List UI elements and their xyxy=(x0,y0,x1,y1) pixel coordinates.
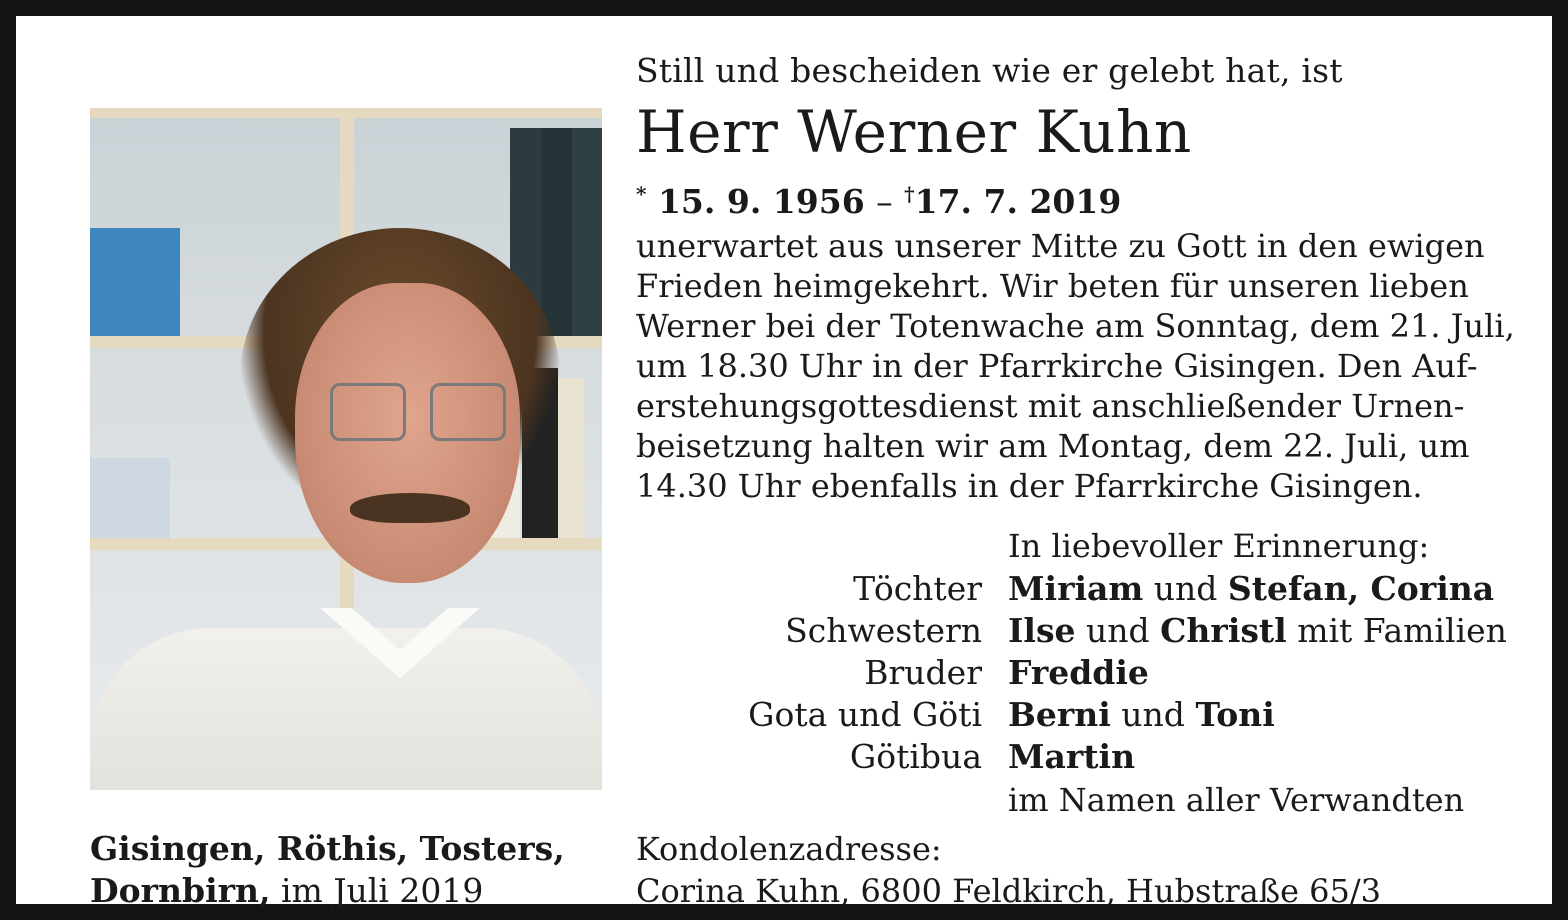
relative-row xyxy=(616,652,1566,694)
shirt xyxy=(90,628,602,790)
relative-names xyxy=(1008,568,1494,610)
relative-row xyxy=(616,610,1566,652)
relation-label: Götibua xyxy=(849,737,982,776)
condolence-address: Corina Kuhn, 6800 Feldkirch, Hubstraße 65/3 xyxy=(636,872,1382,910)
binder xyxy=(90,228,180,336)
conjunction: und xyxy=(1110,695,1196,734)
notice-body: unerwartet aus unserer Mitte zu Gott in den ewigen Frieden heimgekehrt. Wir beten für unseren lieben Werner bei der Totenwache am Sonntag, dem 21. Juli, um 18.30 Uhr in der Pfarrkirche Gisingen. Den Auf- erstehungsgottesdienst mit anschließender Urnen- beisetzung halten wir am Montag, dem 22. Juli, um 14.30 Uhr ebenfalls in der Pfarrkirche Gisingen. xyxy=(636,227,1515,505)
life-dates xyxy=(636,172,1121,224)
mustache xyxy=(350,493,470,523)
closing-line: im Namen aller Verwandten xyxy=(1008,781,1465,819)
condolence-label: Kondolenzadresse: xyxy=(636,830,942,868)
relative-names xyxy=(1008,694,1275,736)
relative-names xyxy=(1008,610,1507,652)
relative-name: Toni xyxy=(1195,695,1275,734)
relative-name: Stefan, Corina xyxy=(1227,569,1495,608)
relative-name: Ilse xyxy=(1008,611,1076,650)
relation-label: Töchter xyxy=(853,569,982,608)
birth-symbol: * xyxy=(636,182,647,206)
relative-row xyxy=(616,568,1566,610)
relative-names xyxy=(1008,652,1149,694)
relation-label: Bruder xyxy=(864,653,982,692)
glasses-right xyxy=(430,383,506,441)
relative-row xyxy=(616,736,1566,778)
condolence-block xyxy=(636,828,1381,912)
death-symbol: † xyxy=(904,182,915,206)
death-date: 17. 7. 2019 xyxy=(914,182,1122,221)
place-line-2: Dornbirn, xyxy=(90,871,271,910)
book xyxy=(542,128,572,336)
relative-name: Berni xyxy=(1008,695,1111,734)
intro-line: Still und bescheiden wie er gelebt hat, ist xyxy=(636,51,1343,90)
birth-date: 15. 9. 1956 xyxy=(657,182,865,221)
relation-label: Gota und Göti xyxy=(748,695,982,734)
relative-name: Martin xyxy=(1008,737,1136,776)
date-dash: – xyxy=(876,182,893,221)
place-and-date xyxy=(90,828,565,912)
relative-name: Miriam xyxy=(1008,569,1144,608)
conjunction: und xyxy=(1075,611,1161,650)
papers xyxy=(90,458,170,538)
conjunction: und xyxy=(1143,569,1228,608)
relation-label: Schwestern xyxy=(785,611,982,650)
deceased-name: Herr Werner Kuhn xyxy=(636,98,1192,166)
book xyxy=(558,378,584,538)
name-suffix: mit Familien xyxy=(1286,611,1507,650)
relative-name: Freddie xyxy=(1008,653,1149,692)
relative-row xyxy=(616,694,1566,736)
relative-name: Christl xyxy=(1160,611,1287,650)
relative-names xyxy=(1008,736,1135,778)
memory-heading: In liebevoller Erinnerung: xyxy=(1008,527,1430,565)
portrait-photo xyxy=(90,108,602,790)
glasses-left xyxy=(330,383,406,441)
place-line-1: Gisingen, Röthis, Tosters, xyxy=(90,829,565,868)
place-date: im Juli 2019 xyxy=(270,871,484,910)
book xyxy=(572,128,602,336)
